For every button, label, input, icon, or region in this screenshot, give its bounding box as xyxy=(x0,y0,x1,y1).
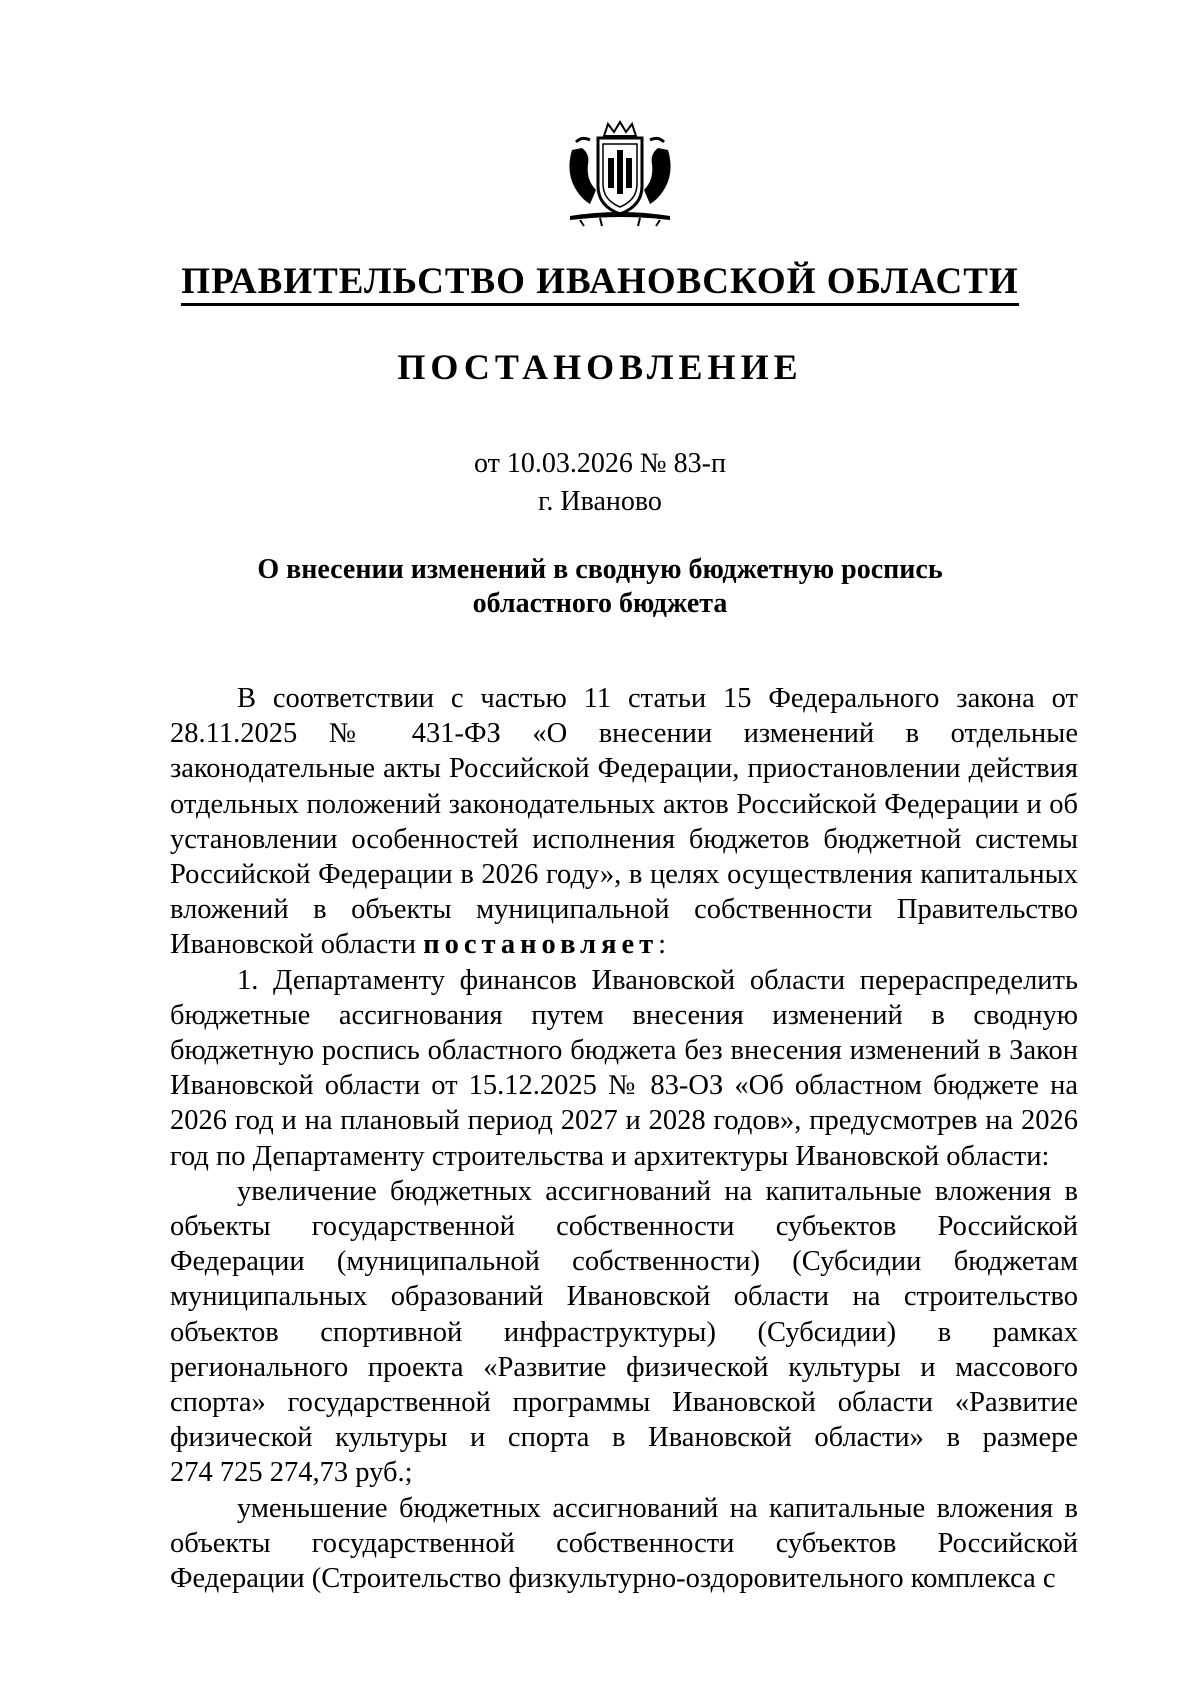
decree-colon: : xyxy=(658,929,667,961)
increase-paragraph xyxy=(170,1174,1078,1491)
document-date-number: от 10.03.2026 № 83-п xyxy=(474,448,726,479)
organization-title-text: ПРАВИТЕЛЬСТВО ИВАНОВСКОЙ ОБЛАСТИ xyxy=(181,261,1018,306)
increase-amount: 274 725 274,73 руб.; xyxy=(170,1457,413,1489)
increase-text: увеличение бюджетных ассигнований на капитальные вложения в объекты государственной собственности субъектов Российской Федерации (муниципальной собственности) (Субсидии бюджетам муниципальных образований Ивановской области на строительство объектов спортивной инфраструктуры) (Субсидии) в рамках регионального проекта «Развитие физической культуры и массового спорта» государственной программы Ивановской области «Развитие физической культуры и спорта в Ивановской области» в размере xyxy=(170,1175,1078,1454)
coat-of-arms-icon xyxy=(560,120,680,228)
document-subject-line-1: О внесении изменений в сводную бюджетную роспись xyxy=(257,554,943,585)
document-body xyxy=(170,681,1078,1596)
document-subject-line-2: областного бюджета xyxy=(472,588,728,619)
preamble-text: В соответствии с частью 11 статьи 15 Федерального закона от 28.11.2025 № 431-ФЗ «О внесении изменений в отдельные законодательные акты Российской Федерации, приостановлении действия отдельных положений законодательных актов Российской Федерации и об установлении особенностей исполнения бюджетов бюджетной системы Российской Федерации в 2026 году», в целях осуществления капитальных вложений в объекты муниципальной собственности Правительство Ивановской области xyxy=(170,683,1078,961)
item-1-paragraph: 1. Департаменту финансов Ивановской области перераспределить бюджетные ассигнования путем внесения изменений в сводную бюджетную роспись областного бюджета без внесения изменений в Закон Ивановской области от 15.12.2025 № 83-ОЗ «Об областном бюджете на 2026 год и на плановый период 2027 и 2028 годов», предусмотрев на 2026 год по Департаменту строительства и архитектуры Ивановской области: xyxy=(170,964,1078,1172)
preamble-paragraph xyxy=(170,681,1078,963)
decree-word: постановляет xyxy=(423,929,659,961)
organization-title xyxy=(0,260,1200,303)
decrease-paragraph: уменьшение бюджетных ассигнований на капитальные вложения в объекты государственной собственности субъектов Российской Федерации (Строительство физкультурно-оздоровительного комплекса с xyxy=(170,1492,1078,1595)
document-type: ПОСТАНОВЛЕНИЕ xyxy=(397,347,803,387)
document-city: г. Иваново xyxy=(538,486,662,517)
